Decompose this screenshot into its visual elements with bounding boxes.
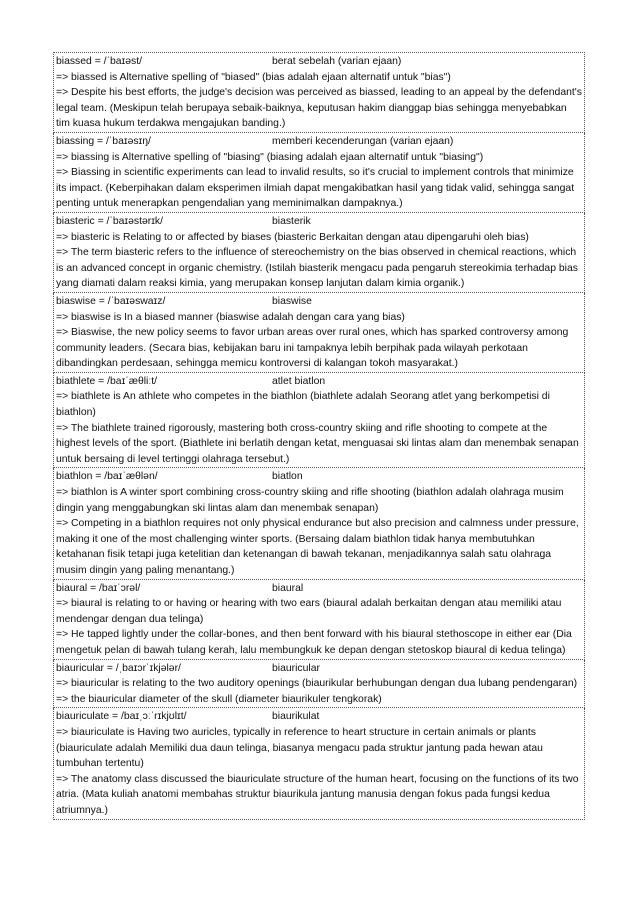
entry-example: => The term biasteric refers to the influence of stereochemistry on the bias observed in chemical reactions, which is an advanced concept in organic chemistry. (Istilah biasterik mengacu pada pengaruh stereokimia terhadap bias yang diamati dalam reaksi kimia, yang merupakan konsep lanjutan dalam kimia organik.) — [56, 247, 578, 290]
entry-header — [56, 661, 582, 677]
entry-definition: => biauriculate is Having two auricles, typically in reference to heart structure in certain animals or plants (biauriculate adalah Memiliki dua daun telinga, biasanya mengacu pada struktur jantung pada hewan atau tumbuhan tertentu) — [56, 726, 543, 770]
entry-translation: berat sebelah (varian ejaan) — [272, 56, 402, 67]
entry-word: biauricular = /ˌbaɪɔrˈɪkjələr/ — [56, 662, 181, 674]
entry-definition: => biaural is relating to or having or hearing with two ears (biaural adalah berkaitan dengan atau memiliki atau mendengar dengan dua telinga) — [56, 598, 562, 625]
entry-definition: => biassing is Alternative spelling of "biasing" (biasing adalah ejaan alternatif untuk "biasing") — [56, 151, 484, 163]
entry-example: => The anatomy class discussed the biauriculate structure of the human heart, focusing on the functions of its two atria. (Mata kuliah anatomi membahas struktur biaurikula jantung manusia dengan fokus pada fungsi kedua atriumnya.) — [56, 773, 579, 816]
entry-translation: biaswise — [272, 295, 312, 307]
dictionary-entry — [53, 52, 585, 133]
entry-definition: => biaswise is In a biased manner (biaswise adalah dengan cara yang bias) — [56, 311, 405, 323]
dictionary-entry — [53, 708, 585, 819]
entry-example: => Biassing in scientific experiments can lead to invalid results, so it's crucial to implement controls that minimize its impact. (Keberpihakan dalam eksperimen ilmiah dapat mengakibatkan hasil yang tidak valid, sehingga sangat penting untuk menerapkan pengendalian yang meminimalkan dampaknya.) — [56, 167, 575, 210]
dictionary-entry — [53, 580, 585, 660]
entry-definition: => biassed is Alternative spelling of "biased" (bias adalah ejaan alternatif untuk "bias") — [56, 71, 451, 83]
entry-definition: => biasteric is Relating to or affected by biases (biasteric Berkaitan dengan atau dipengaruhi oleh bias) — [56, 231, 529, 243]
entry-word: biasteric = /ˈbaɪəstərɪk/ — [56, 215, 164, 227]
entry-example: => Despite his best efforts, the judge's decision was perceived as biassed, leading to an appeal by the defendant's legal team. (Meskipun telah berupaya sebaik-baiknya, keputusan hakim dianggap bias sehingga menyebabkan tim kuasa hukum terdakwa mengajukan banding.) — [56, 87, 582, 130]
entry-header — [56, 581, 582, 597]
entry-example: => The biathlete trained rigorously, mastering both cross-country skiing and rifle shooting to compete at the highest levels of the sport. (Biathlete ini berlatih dengan ketat, menguasai ski lintas alam dan menembak senapan untuk bersaing di level tertinggi olahraga tersebut.) — [56, 422, 579, 465]
entry-word: biathlon = /baɪˈæθlən/ — [56, 471, 158, 483]
entry-translation: biaural — [272, 582, 304, 594]
entry-word: biauriculate = /baɪˌɔːˈrɪkjʊlɪt/ — [56, 711, 187, 723]
entry-example: => He tapped lightly under the collar-bones, and then bent forward with his biaural stethoscope in either ear (Dia mengetuk pelan di bawah tulang kerah, lalu membungkuk ke depan dengan stetoskop biaural di kedua telinga) — [56, 629, 572, 656]
entry-word: biassing = /ˈbaɪəsɪŋ/ — [56, 135, 151, 147]
entry-header — [56, 214, 582, 230]
entry-header — [56, 54, 582, 70]
dictionary-table — [53, 52, 585, 820]
entry-header — [56, 469, 582, 485]
entry-header — [56, 709, 582, 725]
dictionary-entry — [53, 373, 585, 469]
dictionary-entry — [53, 213, 585, 293]
entry-translation: atlet biatlon — [272, 375, 326, 387]
entry-definition: => biathlete is An athlete who competes in the biathlon (biathlete adalah Seorang atlet yang berkompetisi di biathlon) — [56, 391, 550, 419]
entry-translation: memberi kecenderungan (varian ejaan) — [272, 135, 454, 147]
dictionary-entry — [53, 133, 585, 213]
entry-word: biathlete = /baɪˈæθliːt/ — [56, 375, 158, 387]
entry-definition: => biathlon is A winter sport combining cross-country skiing and rifle shooting (biathlon adalah olahraga musim dingin yang menggabungkan ski lintas alam dan menembak senapan) — [56, 487, 564, 514]
entry-word: biaswise = /ˈbaɪəswaɪz/ — [56, 295, 166, 307]
entry-translation: biatlon — [272, 471, 303, 483]
dictionary-entry — [53, 660, 585, 709]
dictionary-entry — [53, 468, 585, 579]
entry-translation: biauricular — [272, 662, 320, 674]
dictionary-entry — [53, 293, 585, 373]
entry-example: => Competing in a biathlon requires not only physical endurance but also precision and calmness under pressure, making it one of the most challenging winter sports. (Bersaing dalam biathlon tidak hanya membutuhkan ketahanan fisik tetapi juga ketelitian dan ketenangan di bawah tekanan, menjadikannya salah satu olahraga musim dingin yang paling menantang.) — [56, 518, 579, 576]
entry-word: biassed = /ˈbaɪəst/ — [56, 56, 143, 67]
entry-header — [56, 374, 582, 390]
entry-translation: biasterik — [272, 215, 311, 227]
entry-word: biaural = /baɪˈɔrəl/ — [56, 582, 141, 594]
entry-translation: biaurikulat — [272, 711, 320, 723]
entry-header — [56, 134, 582, 150]
entry-example: => the biauricular diameter of the skull (diameter biaurikuler tengkorak) — [56, 693, 382, 705]
entry-header — [56, 294, 582, 310]
entry-definition: => biauricular is relating to the two auditory openings (biaurikular berhubungan dengan dua lubang pendengaran) — [56, 678, 578, 690]
entry-example: => Biaswise, the new policy seems to favor urban areas over rural ones, which has sparked controversy among community leaders. (Secara bias, kebijakan baru ini tampaknya lebih berpihak pada wilayah perkotaan dibandingkan perdesaan, sehingga memicu kontroversi di kalangan tokoh masyarakat.) — [56, 327, 569, 370]
